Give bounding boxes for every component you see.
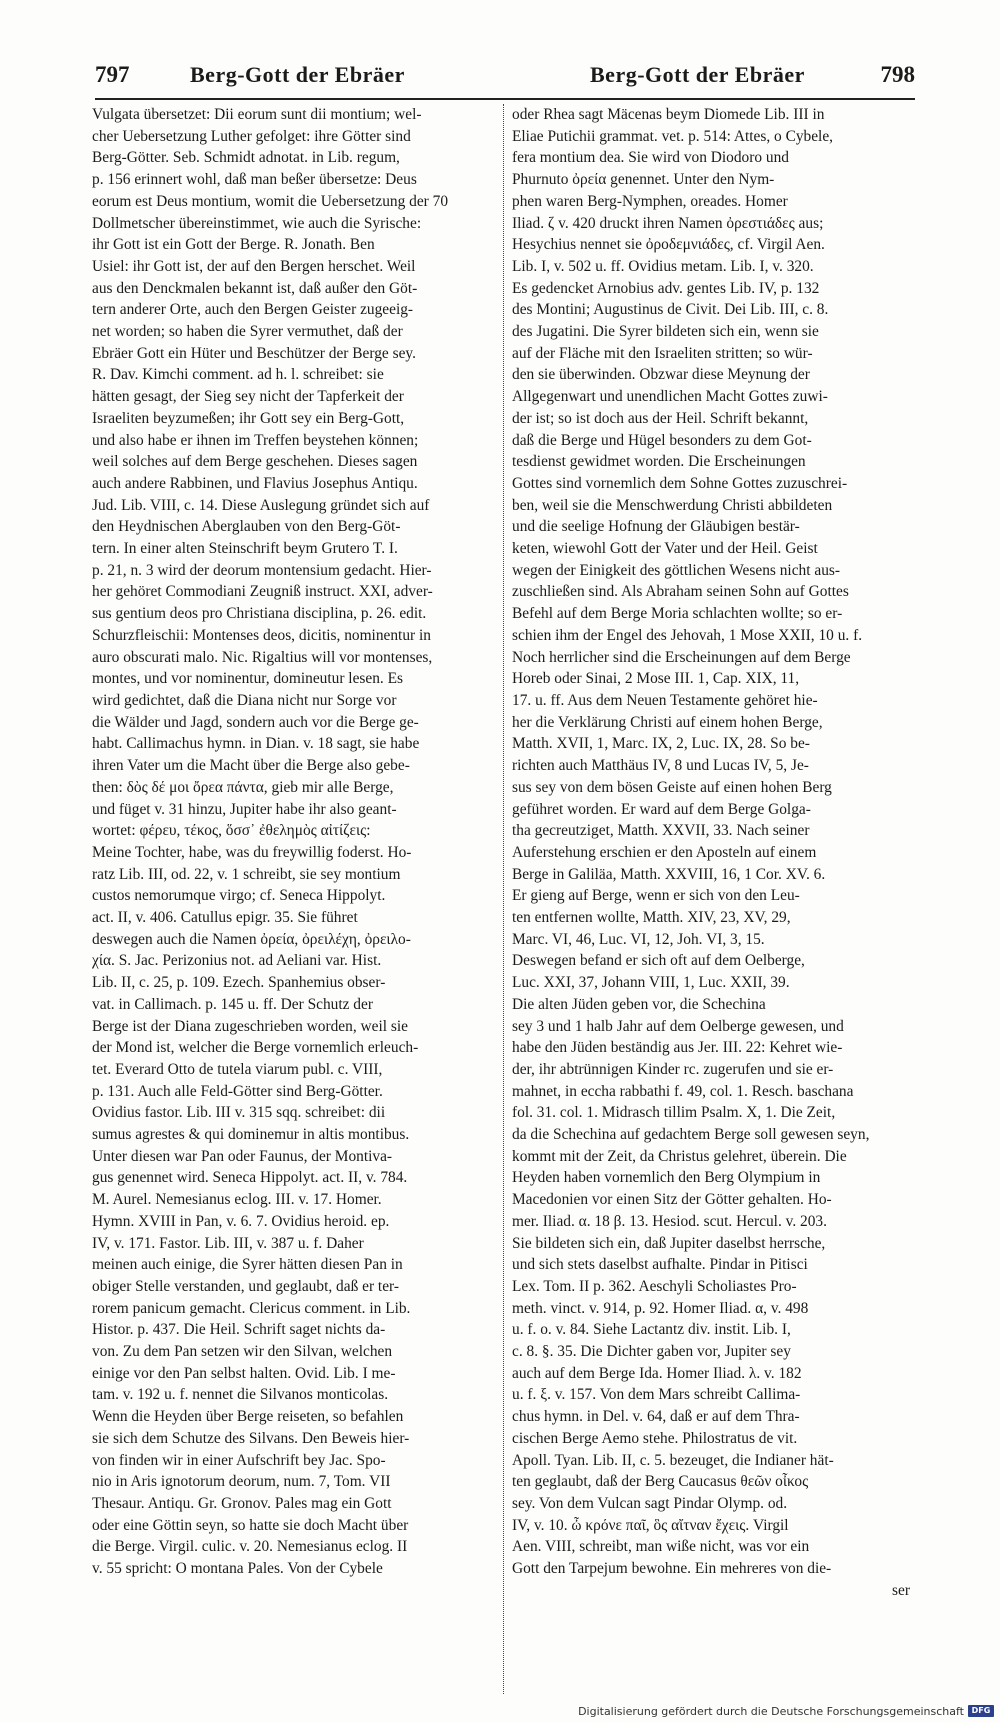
text-line: Iliad. ζ v. 420 druckt ihren Namen ὀρεστιάδες aus;	[512, 214, 824, 232]
text-line: zuschließen sind. Als Abraham seinen Sohn auf Gottes	[512, 583, 849, 601]
text-line: der ist; so ist doch aus der Heil. Schrift bekannt,	[512, 409, 809, 427]
text-line: richten auch Matthäus IV, 8 und Lucas IV, 5, Je-	[512, 757, 809, 775]
text-line: und füget v. 31 hinzu, Jupiter habe ihr also geant-	[92, 800, 397, 818]
text-line: der, ihr abtrünnigen Kinder rc. zugerufen und sie er-	[512, 1060, 834, 1078]
text-line: Dollmetscher übereinstimmet, wie auch die Syrische:	[92, 214, 422, 232]
text-line: sie sich dem Schutze des Silvans. Den Beweis hier-	[92, 1429, 410, 1447]
text-line: Jud. Lib. VIII, c. 14. Diese Auslegung gründet sich auf	[92, 496, 430, 514]
text-line: und die seelige Hofnung der Gläubigen bestär-	[512, 518, 800, 536]
text-line: R. Dav. Kimchi comment. ad h. l. schreibet: sie	[92, 366, 384, 384]
text-line: meinen auch einige, die Syrer hätten diesen Pan in	[92, 1256, 403, 1274]
text-line: Wenn die Heyden über Berge reiseten, so befahlen	[92, 1408, 404, 1426]
text-line: fol. 31. col. 1. Midrasch tillim Psalm. X, 1. Die Zeit,	[512, 1104, 836, 1122]
text-line: Schurzfleischii: Montenses deos, dicitis, nominentur in	[92, 626, 431, 644]
text-line: hätten gesagt, der Sieg sey nicht der Tapferkeit der	[92, 388, 404, 406]
text-line: net worden; so haben die Syrer vermuthet, daß der	[92, 323, 403, 341]
text-line: mer. Iliad. α. 18 β. 13. Hesiod. scut. Hercul. v. 203.	[512, 1212, 827, 1230]
column-divider	[503, 104, 504, 1694]
text-line: Marc. VI, 46, Luc. VI, 12, Joh. VI, 3, 15.	[512, 930, 765, 948]
text-line: nio in Aris ignotorum deorum, num. 7, Tom. VII	[92, 1473, 391, 1491]
left-column-text	[92, 104, 490, 1704]
text-line: Aen. VIII, schreibt, man wiße nicht, was vor ein	[512, 1538, 810, 1556]
text-line: wegen der Einigkeit des göttlichen Wesens nicht aus-	[512, 561, 841, 579]
text-line: den sie überwinden. Obzwar diese Meynung der	[512, 366, 810, 384]
text-line: Histor. p. 437. Die Heil. Schrift saget nichts da-	[92, 1321, 386, 1339]
text-line: act. II, v. 406. Catullus epigr. 35. Sie führet	[92, 909, 358, 927]
text-line: tha gecreutziget, Matth. XXVII, 33. Nach seiner	[512, 822, 810, 840]
text-line: chus hymn. in Del. v. 64, daß er auf dem Thra-	[512, 1408, 800, 1426]
text-line: sus gentium deos pro Christiana disciplina, p. 26. edit.	[92, 605, 427, 623]
text-line: 17. u. ff. Aus dem Neuen Testamente gehöret hie-	[512, 691, 818, 709]
text-line: mahnet, in eccha rabbathi f. 49, col. 1. Resch. baschana	[512, 1082, 854, 1100]
text-line: cischen Berge Aemo stehe. Philostratus de vit.	[512, 1429, 798, 1447]
text-line: ihr Gott ist ein Gott der Berge. R. Jonath. Ben	[92, 236, 375, 254]
text-line: Ebräer Gott ein Hüter und Beschützer der Berge sey.	[92, 344, 416, 362]
text-line: Ovidius fastor. Lib. III v. 315 sqq. schreibet: dii	[92, 1104, 386, 1122]
text-line: Vulgata übersetzet: Dii eorum sunt dii montium; wel-	[92, 106, 422, 123]
text-line: Sie bildeten sich ein, daß Jupiter daselbst herrsche,	[512, 1234, 826, 1252]
text-line: sey 3 und 1 halb Jahr auf dem Oelberge gewesen, und	[512, 1017, 844, 1035]
text-line: phen waren Berg-Nymphen, oreades. Homer	[512, 192, 788, 210]
text-line: auch auf dem Berge Ida. Homer Iliad. λ. v. 182	[512, 1364, 802, 1382]
text-line: Befehl auf dem Berge Moria schlachten wollte; so er-	[512, 605, 843, 623]
text-line: aus den Denckmalen bekannt ist, daß außer den Göt-	[92, 279, 418, 297]
text-line: Er gieng auf Berge, wenn er sich von den Leu-	[512, 887, 800, 905]
text-line: Hymn. XVIII in Pan, v. 6. 7. Ovidius heroid. ep.	[92, 1212, 390, 1230]
text-line: then: δὸς δέ μοι ὄρεα πάντα, gieb mir alle Berge,	[92, 778, 394, 796]
text-line: her die Verklärung Christi auf einem hohen Berge,	[512, 713, 823, 731]
text-line: daß die Berge und Hügel besonders zu dem Got-	[512, 431, 812, 449]
text-line: von. Zu dem Pan setzen wir den Silvan, welchen	[92, 1343, 393, 1361]
text-line: sus sey von dem bösen Geiste auf einen hohen Berg	[512, 778, 832, 796]
text-line: IV, v. 10. ὦ κρόνε παῖ, ὃς αἴτναν ἔχεις. Virgil	[512, 1516, 789, 1534]
running-head-left: Berg-Gott der Ebräer	[190, 62, 405, 87]
text-line: kommt mit der Zeit, da Christus gelehret, überein. Die	[512, 1147, 847, 1165]
running-head-right: Berg-Gott der Ebräer	[590, 62, 805, 87]
text-line: Unter diesen war Pan oder Faunus, der Montiva-	[92, 1147, 393, 1165]
text-line: Berge in Galiläa, Matth. XXVIII, 16, 1 Cor. XV. 6.	[512, 865, 826, 883]
text-line: deswegen auch die Namen ὀρεία, ὀρειλέχη, ὀρειλο-	[92, 930, 411, 948]
text-line: schien ihm der Engel des Jehovah, 1 Mose XXII, 10 u. f.	[512, 626, 863, 644]
text-line: keten, wiewohl Gott der Vater und der Heil. Geist	[512, 540, 818, 558]
text-line: des Jugatini. Die Syrer bildeten sich ein, wenn sie	[512, 323, 819, 341]
text-line: Allgegenwart und unendlichen Macht Gottes zuwi-	[512, 388, 828, 406]
text-line: ratz Lib. III, od. 22, v. 1 schreibt, sie sey montium	[92, 865, 401, 883]
text-line: p. 131. Auch alle Feld-Götter sind Berg-Götter.	[92, 1082, 383, 1100]
text-line: Deswegen befand er sich oft auf dem Oelberge,	[512, 952, 805, 970]
text-line: ihren Vater um die Macht über die Berge also gebe-	[92, 757, 410, 775]
text-line: habt. Callimachus hymn. in Dian. v. 18 sagt, sie habe	[92, 735, 420, 753]
dfg-logo: DFG	[968, 1705, 994, 1717]
text-line: den Heydnischen Aberglauben von den Berg-Göt-	[92, 518, 401, 536]
text-line: ser	[892, 1581, 910, 1599]
text-line: Auferstehung erschien er den Aposteln auf einem	[512, 843, 817, 861]
text-line: von finden wir in einer Aufschrift bey Jac. Spo-	[92, 1451, 386, 1469]
text-line: einige vor den Pan selbst halten. Ovid. Lib. I me-	[92, 1364, 396, 1382]
text-line: auch andere Rabbinen, und Flavius Josephus Antiqu.	[92, 474, 418, 492]
text-line: Horeb oder Sinai, 2 Mose III. 1, Cap. XIX, 11,	[512, 670, 800, 688]
text-line: eorum est Deus montium, womit die Uebersetzung der 70	[92, 192, 449, 210]
text-line: v. 55 spricht: O montana Pales. Von der Cybele	[92, 1560, 383, 1578]
text-line: Gottes sind vornemlich dem Sohne Gottes zuzuschrei-	[512, 474, 848, 492]
digitization-footer	[578, 1703, 994, 1719]
text-line: cher Uebersetzung Luther gefolget: ihre Götter sind	[92, 127, 411, 145]
text-line: ben, weil sie die Menschwerdung Christi abbildeten	[512, 496, 833, 514]
text-line: custos nemorumque virgo; cf. Seneca Hippolyt.	[92, 887, 386, 905]
text-line: Hesychius nennet sie ὀροδεμνιάδες, cf. Virgil Aen.	[512, 236, 825, 254]
text-line: vat. in Callimach. p. 145 u. ff. Der Schutz der	[92, 995, 373, 1013]
text-line: wird gedichtet, daß die Diana nicht nur Sorge vor	[92, 691, 397, 709]
text-line: tam. v. 192 u. f. nennet die Silvanos monticolas.	[92, 1386, 389, 1404]
text-line: p. 21, n. 3 wird der deorum montensium gedacht. Hier-	[92, 561, 432, 579]
page-number-left: 797	[95, 62, 130, 87]
text-line: Meine Tochter, habe, was du freywillig foderst. Ho-	[92, 843, 412, 861]
text-line: die Wälder und Jagd, sondern auch vor die Berge ge-	[92, 713, 419, 731]
text-line: ten geglaubt, daß der Berg Caucasus θεῶν οἶκος	[512, 1473, 809, 1491]
text-line: c. 8. §. 35. Die Dichter gaben vor, Jupiter sey	[512, 1343, 791, 1361]
text-line: M. Aurel. Nemesianus eclog. III. v. 17. Homer.	[92, 1191, 382, 1209]
text-line: da die Schechina auf gedachtem Berge soll gewesen seyn,	[512, 1126, 870, 1144]
text-line: tet. Everard Otto de tutela viarum publ. c. VIII,	[92, 1060, 383, 1078]
right-column-text	[512, 104, 910, 1704]
footer-credit: Digitalisierung gefördert durch die Deutsche Forschungsgemeinschaft	[578, 1704, 964, 1718]
text-line: sumus agrestes & qui dominemur in altis montibus.	[92, 1126, 410, 1144]
text-line: auro obscurati malo. Nic. Rigaltius will vor montenses,	[92, 648, 433, 666]
text-line: des Montini; Augustinus de Civit. Dei Lib. III, c. 8.	[512, 301, 829, 319]
text-line: Thesaur. Antiqu. Gr. Gronov. Pales mag ein Gott	[92, 1495, 392, 1512]
text-line: die Berge. Virgil. culic. v. 20. Nemesianus eclog. II	[92, 1538, 408, 1556]
text-line: Macedonien vor einen Sitz der Götter gehalten. Ho-	[512, 1191, 832, 1209]
text-line: u. f. o. v. 84. Siehe Lactantz div. instit. Lib. I,	[512, 1321, 791, 1339]
text-line: Es gedencket Arnobius adv. gentes Lib. IV, p. 132	[512, 279, 820, 297]
page-header	[95, 58, 915, 100]
text-line: tern. In einer alten Steinschrift beym Grutero T. I.	[92, 540, 398, 558]
text-line: habe den Jüden beständig aus Jer. III. 22: Kehret wie-	[512, 1039, 843, 1057]
text-line: her gehöret Commodiani Zeugniß instruct. XXI, adver-	[92, 583, 433, 601]
text-line: Phurnuto ὀρεία genennet. Unter den Nym-	[512, 171, 775, 189]
text-line: Noch herrlicher sind die Erscheinungen auf dem Berge	[512, 648, 851, 666]
text-line: Heyden haben vornemlich den Berg Olympium in	[512, 1169, 821, 1187]
text-line: weil solches auf dem Berge geschehen. Dieses sagen	[92, 453, 418, 471]
text-line: obiger Stelle verstanden, und geglaubt, daß er ter-	[92, 1277, 399, 1295]
text-line: Lib. I, v. 502 u. ff. Ovidius metam. Lib. I, v. 320.	[512, 257, 814, 275]
text-line: sey. Von dem Vulcan sagt Pindar Olymp. od.	[512, 1495, 788, 1512]
text-line: der Mond ist, welcher die Berge vornemlich erleuch-	[92, 1039, 419, 1057]
text-line: Israeliten beyzumeßen; ihr Gott sey ein Berg-Gott,	[92, 409, 405, 427]
text-line: oder Rhea sagt Mäcenas beym Diomede Lib. III in	[512, 106, 825, 123]
text-line: tern anderer Orte, auch den Bergen Geister zugeeig-	[92, 301, 414, 319]
text-line: ten entfernen wollte, Matth. XIV, 23, XV, 29,	[512, 909, 791, 927]
text-line: geführet worden. Er ward auf dem Berge Golga-	[512, 800, 811, 818]
text-line: Usiel: ihr Gott ist, der auf den Bergen herschet. Weil	[92, 257, 416, 275]
page-number-right: 798	[880, 62, 915, 87]
text-line: rorem panicum gemacht. Clericus comment. in Lib.	[92, 1299, 411, 1317]
text-line: meth. vinct. v. 914, p. 92. Homer Iliad. α, v. 498	[512, 1299, 809, 1317]
text-line: u. f. ξ. v. 157. Von dem Mars schreibt Callima-	[512, 1386, 801, 1404]
text-line: Apoll. Tyan. Lib. II, c. 5. bezeuget, die Indianer hät-	[512, 1451, 834, 1469]
text-line: montes, und vor nominentur, domineutur lesen. Es	[92, 670, 403, 688]
text-line: Eliae Putichii grammat. vet. p. 514: Attes, o Cybele,	[512, 127, 834, 145]
text-line: Lib. II, c. 25, p. 109. Ezech. Spanhemius obser-	[92, 974, 386, 992]
text-line: und also habe er ihnen im Treffen beystehen können;	[92, 431, 419, 449]
text-line: Lex. Tom. II p. 362. Aeschyli Scholiastes Pro-	[512, 1277, 797, 1295]
text-line: auf der Fläche mit den Israeliten stritten; so wür-	[512, 344, 813, 362]
text-line: Matth. XVII, 1, Marc. IX, 2, Luc. IX, 28. So be-	[512, 735, 810, 753]
text-line: IV, v. 171. Fastor. Lib. III, v. 387 u. f. Daher	[92, 1234, 364, 1252]
text-line: Berge ist der Diana zugeschrieben worden, weil sie	[92, 1017, 408, 1035]
text-line: tesdienst gewidmet worden. Die Erscheinungen	[512, 453, 806, 471]
text-line: Die alten Jüden geben vor, die Schechina	[512, 995, 766, 1013]
text-line: oder eine Göttin seyn, so hatte sie doch Macht über	[92, 1516, 409, 1534]
text-line: p. 156 erinnert wohl, daß man beßer übersetze: Deus	[92, 171, 417, 189]
text-line: gus genennet wird. Seneca Hippolyt. act. II, v. 784.	[92, 1169, 408, 1187]
text-line: Gott den Tarpejum bewohne. Ein mehreres von die-	[512, 1560, 832, 1578]
text-line: χία. S. Jac. Perizonius not. ad Aeliani var. Hist.	[92, 952, 382, 970]
text-line: fera montium dea. Sie wird von Diodoro und	[512, 149, 789, 167]
text-line: und sich stets daselbst aufhalte. Pindar in Pitisci	[512, 1256, 808, 1274]
text-line: wortet: φέρευ, τέκος, ὅσσ᾽ ἐθελημὸς αἰτίζεις:	[92, 822, 371, 840]
text-line: Berg-Götter. Seb. Schmidt adnotat. in Lib. regum,	[92, 149, 400, 167]
text-line: Luc. XXI, 37, Johann VIII, 1, Luc. XXII, 39.	[512, 974, 790, 992]
